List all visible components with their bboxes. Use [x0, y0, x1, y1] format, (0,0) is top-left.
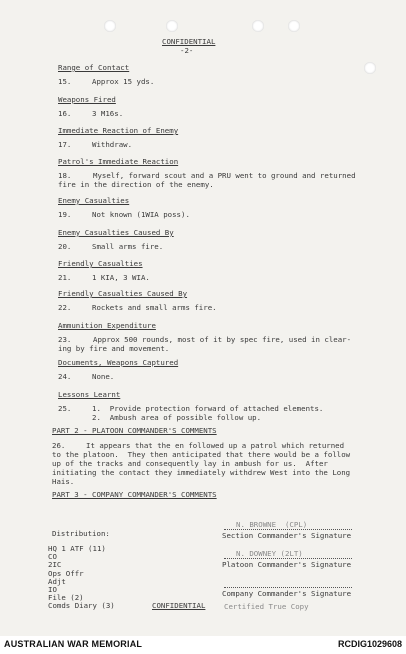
paragraph-number: 21.: [58, 273, 72, 282]
punch-hole: [104, 20, 116, 32]
record-id: RCDIG1029608: [337, 639, 402, 649]
classification-footer: CONFIDENTIAL: [152, 601, 206, 610]
section-heading: Enemy Casualties: [58, 196, 130, 205]
distribution-item: IO: [48, 585, 57, 594]
certified-copy: Certified True Copy: [224, 602, 309, 611]
section-heading: Friendly Casualties Caused By: [58, 289, 188, 298]
part3-heading: PART 3 - COMPANY COMMANDER'S COMMENTS: [52, 490, 217, 499]
section-heading: Ammunition Expenditure: [58, 321, 156, 330]
part2-line: to the platoon. They then anticipated that there would be a follow: [52, 450, 351, 459]
paragraph-text: None.: [92, 372, 115, 381]
punch-hole: [364, 62, 376, 74]
signature-line: [224, 587, 352, 588]
paragraph-number: 19.: [58, 210, 72, 219]
distribution-item: CO: [48, 552, 57, 562]
paragraph-number: 24.: [58, 372, 72, 381]
punch-hole: [288, 20, 300, 32]
paragraph-text: 1 KIA, 3 WIA.: [92, 273, 150, 282]
section-heading: Lessons Learnt: [58, 390, 121, 399]
paragraph-number: 26.: [52, 441, 66, 450]
section-heading: Enemy Casualties Caused By: [58, 228, 174, 237]
paragraph-number: 15.: [58, 77, 72, 86]
paragraph-text: Rockets and small arms fire.: [92, 303, 217, 312]
distribution-item: Ops Offr: [48, 568, 84, 578]
part2-line: It appears that the en followed up a patrol which returned: [86, 441, 345, 450]
section-heading: Patrol's Immediate Reaction: [58, 157, 179, 166]
paragraph-text: Myself, forward scout and a PRU went to ground and returned: [93, 171, 356, 180]
paragraph-number: 16.: [58, 109, 72, 118]
part2-line: Hais.: [52, 477, 75, 486]
archive-name: AUSTRALIAN WAR MEMORIAL: [4, 639, 143, 649]
paragraph-text: Small arms fire.: [92, 242, 164, 251]
distribution-heading: Distribution:: [52, 529, 110, 538]
part2-heading: PART 2 - PLATOON COMMANDER'S COMMENTS: [52, 426, 217, 435]
punch-hole: [252, 20, 264, 32]
paragraph-text-continued: ing by fire and movement.: [58, 344, 170, 353]
distribution-item: HQ 1 ATF (11): [48, 544, 106, 553]
signature-caption: Platoon Commander's Signature: [222, 560, 352, 569]
punch-hole: [166, 20, 178, 32]
section-heading: Range of Contact: [58, 63, 130, 72]
page-number: -2-: [180, 46, 194, 55]
paragraph-number: 23.: [58, 335, 72, 344]
paragraph-text: Withdraw.: [92, 140, 133, 149]
paragraph-number: 18.: [58, 171, 72, 180]
archive-footer: [0, 636, 406, 654]
paragraph-text: 1. Provide protection forward of attached elements.: [92, 404, 324, 413]
paragraph-text-continued: 2. Ambush area of possible follow up.: [92, 413, 262, 422]
classification-header: CONFIDENTIAL: [162, 37, 216, 46]
distribution-item: 2IC: [48, 560, 62, 570]
distribution-item: Adjt: [48, 576, 66, 586]
paragraph-text: Not known (1WIA poss).: [92, 210, 190, 219]
signatory-name: N. DOWNEY (2LT): [236, 549, 303, 558]
signature-caption: Company Commander's Signature: [222, 589, 352, 598]
part2-line: initiating the contact they immediately withdrew West into the Long: [52, 468, 351, 477]
section-heading: Friendly Casualties: [58, 259, 143, 268]
paragraph-number: 25.: [58, 404, 72, 413]
paragraph-text: 3 M16s.: [92, 109, 124, 118]
paragraph-number: 20.: [58, 242, 72, 251]
section-heading: Immediate Reaction of Enemy: [58, 126, 179, 135]
paragraph-number: 22.: [58, 303, 72, 312]
paragraph-text: Approx 500 rounds, most of it by spec fire, used in clear-: [93, 335, 352, 344]
distribution-item: File (2): [48, 593, 84, 603]
paragraph-text-continued: fire in the direction of the enemy.: [58, 180, 214, 189]
paragraph-text: Approx 15 yds.: [92, 77, 155, 86]
section-heading: Weapons Fired: [58, 95, 116, 104]
signature-caption: Section Commander's Signature: [222, 531, 352, 540]
distribution-item: Comds Diary (3): [48, 601, 115, 611]
section-heading: Documents, Weapons Captured: [58, 358, 179, 367]
signature-line: [224, 529, 352, 530]
part2-line: up of the tracks and consequently lay in ambush for us. After: [52, 459, 328, 468]
signature-line: [224, 558, 352, 559]
paragraph-number: 17.: [58, 140, 72, 149]
signatory-name: N. BROWNE (CPL): [236, 520, 308, 529]
